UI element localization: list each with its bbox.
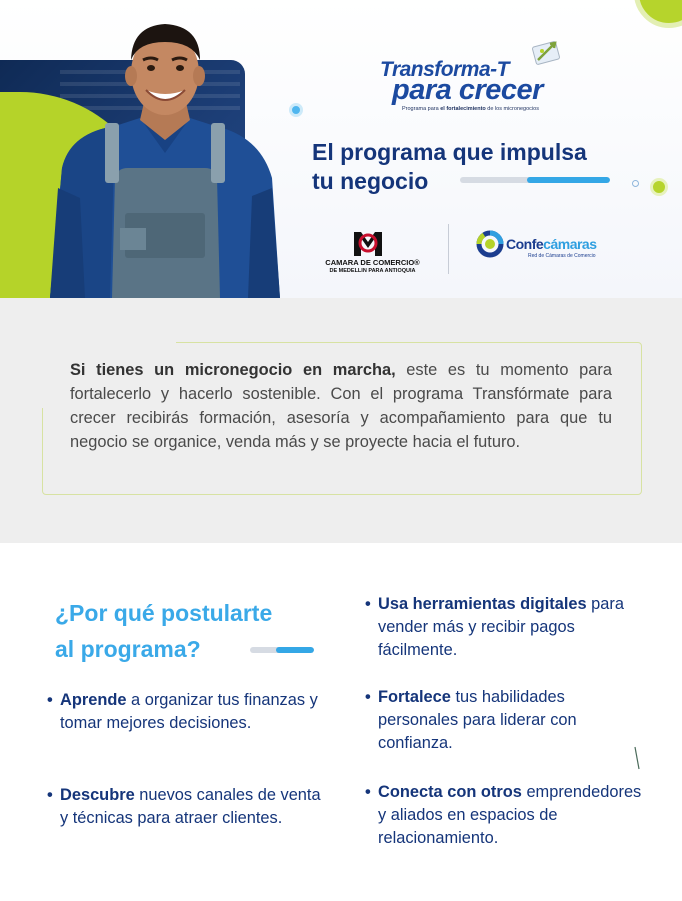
reason-text: para vender más y recibir pagos fácilmente. — [378, 595, 624, 659]
reasons-section — [0, 543, 682, 901]
bullet: • — [365, 595, 371, 613]
confecamaras-logo — [476, 230, 616, 270]
reason-item-digital — [365, 593, 640, 662]
why-apply-title — [55, 595, 345, 667]
sponsor-logos — [300, 222, 682, 278]
ccm-logo — [315, 228, 430, 274]
reason-text: tus habilidades personales para liderar con confianza. — [378, 688, 577, 752]
why-progress-fill — [276, 647, 314, 653]
man-in-apron-illustration — [40, 18, 285, 298]
reason-item-aprende — [47, 689, 335, 735]
rocket-icon — [528, 38, 564, 68]
why-title-line-2: al programa? — [55, 636, 201, 662]
ccm-logo-icon — [352, 228, 384, 256]
hero-headline — [312, 138, 652, 196]
headline-progress-fill — [527, 177, 610, 183]
confecamaras-name: Confecámaras — [506, 236, 597, 252]
bullet: • — [365, 783, 371, 801]
bullet: • — [47, 691, 53, 709]
hero-banner — [0, 0, 682, 298]
sponsor-divider — [448, 224, 449, 274]
reason-bold: Usa herramientas digitales — [378, 595, 587, 613]
intro-body: este es tu momento para fortalecerlo y hacerlo sostenible. Con el programa Transfórmate para crecer recibirás formación, asesoría y acompañamiento para que tu negocio se organice, venda más y se proyecte hacia el futuro. — [70, 361, 612, 451]
why-progress-bar — [250, 647, 314, 653]
logo-line-1: Transforma-T — [380, 58, 509, 81]
reason-bold: Conecta con otros — [378, 783, 522, 801]
reason-bold: Fortalece — [378, 688, 451, 706]
intro-section — [0, 298, 682, 543]
bullet: • — [47, 786, 53, 804]
logo-line-2: para crecer — [392, 74, 543, 106]
bullet: • — [365, 688, 371, 706]
reason-item-fortalece — [365, 686, 640, 755]
intro-paragraph — [70, 358, 612, 454]
intro-bold: Si tienes un micronegocio en marcha, — [70, 361, 396, 379]
corner-decoration — [634, 0, 682, 28]
decorative-dot — [650, 178, 668, 196]
reason-text: a organizar tus finanzas y tomar mejores decisiones. — [60, 691, 318, 732]
program-logo — [380, 40, 580, 115]
reason-item-descubre — [47, 784, 325, 830]
confecamaras-logo-icon — [476, 230, 504, 258]
reason-text: nuevos canales de venta y técnicas para atraer clientes. — [60, 786, 321, 827]
ccm-name: CAMARA DE COMERCIO® — [325, 258, 420, 267]
decorative-dot — [289, 103, 303, 117]
headline-progress-bar — [460, 177, 610, 183]
confecamaras-tagline: Red de Cámaras de Comercio — [528, 253, 596, 259]
logo-tagline: Programa para el fortalecimiento de los micronegocios — [402, 106, 539, 112]
ccm-subname: DE MEDELLIN PARA ANTIOQUIA — [329, 268, 416, 274]
reason-text: emprendedores y aliados en espacios de relacionamiento. — [378, 783, 642, 847]
headline-line-2: tu negocio — [312, 168, 429, 194]
headline-line-1: El programa que impulsa — [312, 139, 587, 165]
reason-item-conecta — [365, 781, 648, 850]
decorative-tick — [634, 746, 640, 770]
reason-bold: Aprende — [60, 691, 127, 709]
reason-bold: Descubre — [60, 786, 135, 804]
why-title-line-1: ¿Por qué postularte — [55, 600, 273, 626]
hero-photo — [0, 0, 290, 298]
